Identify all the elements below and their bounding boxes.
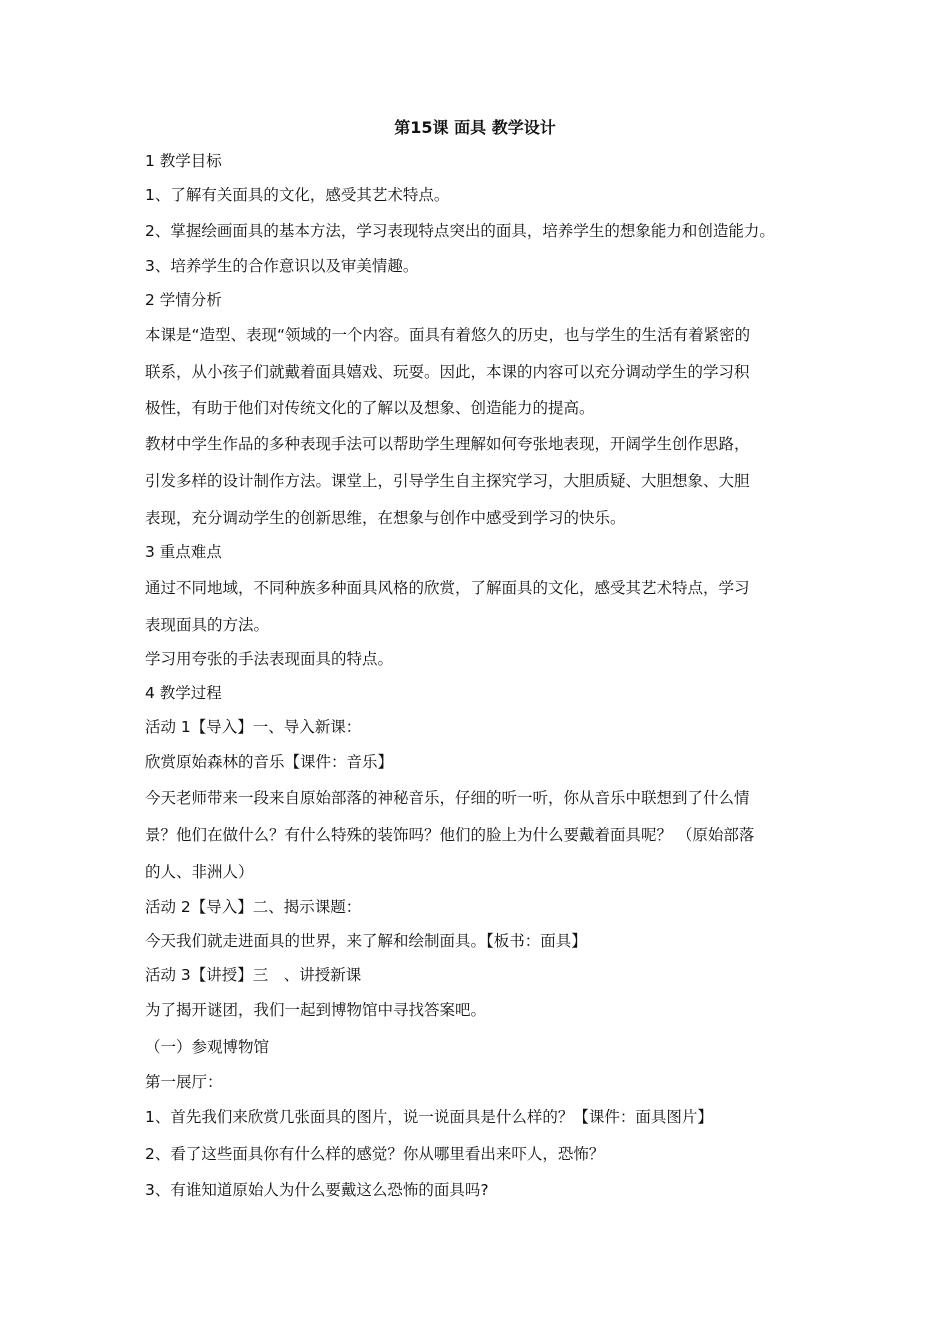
text-line: 今天老师带来一段来自原始部落的神秘音乐，仔细的听一听，你从音乐中联想到了什么情 xyxy=(145,789,750,807)
activity-heading: 活动 1【导入】一、导入新课： xyxy=(145,718,362,736)
document-title: 第15课 面具 教学设计 xyxy=(394,118,556,137)
text-line: 今天我们就走进面具的世界，来了解和绘制面具。【板书：面具】 xyxy=(145,932,587,950)
text-line: 通过不同地域，不同种族多种面具风格的欣赏，了解面具的文化，感受其艺术特点，学习 xyxy=(145,579,750,597)
text-line: 引发多样的设计制作方法。课堂上，引导学生自主探究学习，大胆质疑、大胆想象、大胆 xyxy=(145,472,750,490)
text-line: 2、掌握绘画面具的基本方法，学习表现特点突出的面具，培养学生的想象能力和创造能力。 xyxy=(145,222,775,240)
text-line: 教材中学生作品的多种表现手法可以帮助学生理解如何夸张地表现，开阔学生创作思路， xyxy=(145,435,750,453)
text-line: 3、培养学生的合作意识以及审美情趣。 xyxy=(145,257,419,275)
text-line: 1、了解有关面具的文化，感受其艺术特点。 xyxy=(145,186,450,204)
text-line: 极性，有助于他们对传统文化的了解以及想象、创造能力的提高。 xyxy=(145,399,595,417)
text-line: 本课是“造型、表现“领域的一个内容。面具有着悠久的历史，也与学生的生活有着紧密的 xyxy=(145,326,751,344)
activity-heading: 活动 2【导入】二、揭示课题： xyxy=(145,898,362,916)
text-line: 3、有谁知道原始人为什么要戴这么恐怖的面具吗? xyxy=(145,1181,489,1199)
text-line: （一）参观博物馆 xyxy=(145,1038,270,1056)
text-line: 为了揭开谜团，我们一起到博物馆中寻找答案吧。 xyxy=(145,1001,487,1019)
text-line: 第一展厅： xyxy=(145,1073,223,1091)
text-line: 2、看了这些面具你有什么样的感觉？你从哪里看出来吓人，恐怖？ xyxy=(145,1145,605,1163)
text-line: 的人、非洲人） xyxy=(145,863,254,881)
activity-heading: 活动 3【讲授】三 、讲授新课 xyxy=(145,966,362,984)
text-line: 表现，充分调动学生的创新思维，在想象与创作中感受到学习的快乐。 xyxy=(145,509,626,527)
text-line: 联系，从小孩子们就戴着面具嬉戏、玩耍。因此，本课的内容可以充分调动学生的学习积 xyxy=(145,363,750,381)
text-line: 景？他们在做什么？有什么特殊的装饰吗？他们的脸上为什么要戴着面具呢？ （原始部落 xyxy=(145,826,755,844)
section-heading-process: 4 教学过程 xyxy=(145,684,222,702)
text-line: 1、首先我们来欣赏几张面具的图片，说一说面具是什么样的？【课件：面具图片】 xyxy=(145,1108,713,1126)
section-heading-key-points: 3 重点难点 xyxy=(145,543,222,561)
text-line: 欣赏原始森林的音乐【课件：音乐】 xyxy=(145,753,394,771)
section-heading-objectives: 1 教学目标 xyxy=(145,152,222,170)
text-line: 表现面具的方法。 xyxy=(145,616,270,634)
section-heading-analysis: 2 学情分析 xyxy=(145,291,222,309)
text-line: 学习用夸张的手法表现面具的特点。 xyxy=(145,650,394,668)
